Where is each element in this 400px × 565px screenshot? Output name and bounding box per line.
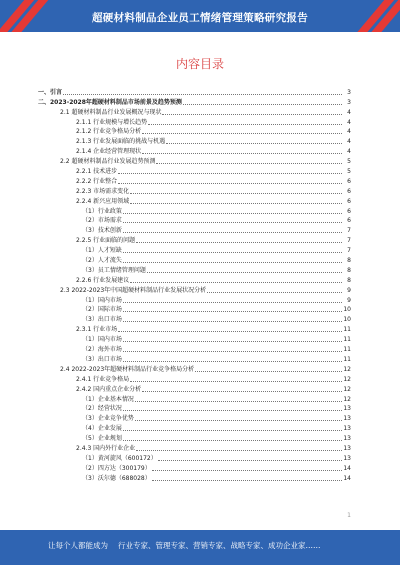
toc-entry[interactable] <box>38 304 351 314</box>
toc-entry-label: 2.1.3 行业发展面临的挑战与机遇 <box>76 138 166 146</box>
toc-entry-label: （2）四方达（300179） <box>82 464 151 472</box>
toc-leader-dots <box>152 480 342 481</box>
toc-entry[interactable] <box>38 185 351 195</box>
toc-leader-dots <box>183 104 342 105</box>
toc-entry-label: （2）人才流失 <box>82 257 122 265</box>
toc-entry-page: 11 <box>343 326 351 334</box>
toc-entry-label: （2）市场需求 <box>82 217 122 225</box>
toc-leader-dots <box>136 242 342 243</box>
toc-entry-label: 2.3 2022-2023年中国超硬材料制品行业发展状况分析 <box>60 286 207 294</box>
toc-leader-dots <box>118 173 342 174</box>
toc-entry-label: （2）海外市场 <box>82 346 122 354</box>
toc-entry[interactable] <box>38 343 351 353</box>
toc-entry-page: 8 <box>347 257 351 265</box>
table-of-contents <box>38 86 351 482</box>
toc-leader-dots <box>118 331 342 332</box>
toc-leader-dots <box>123 311 342 312</box>
toc-entry[interactable] <box>38 145 351 155</box>
toc-entry-label: 二、2023-2028年超硬材料制品市场前景及趋势预测 <box>38 98 182 106</box>
toc-entry-label: （1）行业政策 <box>82 207 122 215</box>
toc-leader-dots <box>63 94 342 95</box>
toc-entry-page: 11 <box>343 346 351 354</box>
toc-leader-dots <box>123 341 342 342</box>
toc-entry-label: 2.2.5 行业面临的问题 <box>76 237 136 245</box>
toc-entry-label: （5）企业规划 <box>82 435 122 443</box>
toc-leader-dots <box>142 391 342 392</box>
toc-leader-dots <box>130 193 342 194</box>
toc-entry[interactable] <box>38 116 351 126</box>
toc-leader-dots <box>148 124 342 125</box>
toc-entry-page: 9 <box>347 286 351 294</box>
toc-entry-page: 11 <box>343 336 351 344</box>
toc-entry-page: 7 <box>347 237 351 245</box>
toc-entry[interactable] <box>38 165 351 175</box>
toc-entry-page: 11 <box>343 355 351 363</box>
toc-entry-page: 13 <box>343 454 351 462</box>
toc-leader-dots <box>123 440 342 441</box>
toc-leader-dots <box>118 183 342 184</box>
toc-leader-dots <box>152 470 342 471</box>
toc-leader-dots <box>123 410 342 411</box>
toc-entry[interactable] <box>38 274 351 284</box>
toc-entry[interactable] <box>38 323 351 333</box>
toc-leader-dots <box>123 252 342 253</box>
footer-tags: 行业专家、管理专家、营销专家、战略专家、成功企业家…… <box>118 541 321 550</box>
toc-entry-page: 12 <box>343 385 351 393</box>
toc-entry-label: 一、引言 <box>38 88 63 96</box>
toc-entry-label: （3）员工情绪管理问题 <box>82 266 146 274</box>
toc-entry[interactable] <box>38 442 351 452</box>
toc-title: 内容目录 <box>175 57 224 71</box>
toc-entry[interactable] <box>38 135 351 145</box>
toc-entry-page: 10 <box>343 316 351 324</box>
toc-leader-dots <box>123 302 342 303</box>
toc-entry[interactable] <box>38 254 351 264</box>
toc-entry-label: 2.2 超硬材料制品行业发展趋势预测 <box>60 158 156 166</box>
toc-entry-label: 2.3.1 行业市场 <box>76 326 118 334</box>
toc-entry-label: （3）出口市场 <box>82 355 122 363</box>
toc-entry-label: 2.4.2 国内重点企业分析 <box>76 385 142 393</box>
toc-leader-dots <box>123 222 342 223</box>
toc-entry[interactable] <box>38 393 351 403</box>
toc-leader-dots <box>142 153 342 154</box>
toc-entry-page: 12 <box>343 365 351 373</box>
toc-leader-dots <box>156 163 342 164</box>
toc-entry-label: 2.2.2 行业整合 <box>76 177 118 185</box>
toc-entry[interactable] <box>38 412 351 422</box>
toc-entry-page: 7 <box>347 227 351 235</box>
toc-entry[interactable] <box>38 462 351 472</box>
toc-entry-page: 13 <box>343 425 351 433</box>
toc-entry-label: 2.1.4 企业经营管理现状 <box>76 148 142 156</box>
toc-entry[interactable] <box>38 383 351 393</box>
toc-entry[interactable] <box>38 432 351 442</box>
toc-entry-page: 4 <box>347 148 351 156</box>
toc-entry[interactable] <box>38 264 351 274</box>
toc-entry-page: 14 <box>343 474 351 482</box>
toc-entry-page: 13 <box>343 444 351 452</box>
toc-entry-page: 12 <box>343 375 351 383</box>
toc-entry-label: 2.2.3 市场需求变化 <box>76 187 130 195</box>
toc-entry[interactable] <box>38 86 351 96</box>
toc-leader-dots <box>123 430 342 431</box>
page-number: 1 <box>347 512 351 519</box>
report-title: 超硬材料制品企业员工情绪管理策略研究报告 <box>92 12 308 24</box>
toc-entry-page: 8 <box>347 276 351 284</box>
toc-entry-page: 3 <box>347 88 351 96</box>
toc-entry[interactable] <box>38 363 351 373</box>
toc-leader-dots <box>123 351 342 352</box>
toc-entry-page: 6 <box>347 187 351 195</box>
toc-entry[interactable] <box>38 403 351 413</box>
toc-entry-page: 7 <box>347 247 351 255</box>
toc-entry[interactable] <box>38 284 351 294</box>
toc-entry[interactable] <box>38 96 351 106</box>
toc-leader-dots <box>147 272 342 273</box>
toc-entry-label: （4）企业发展 <box>82 425 122 433</box>
toc-entry-label: （3）沃尔德（688028） <box>82 474 151 482</box>
toc-entry-page: 5 <box>347 158 351 166</box>
toc-entry-page: 10 <box>343 306 351 314</box>
toc-entry-page: 6 <box>347 177 351 185</box>
toc-entry-page: 14 <box>343 464 351 472</box>
toc-entry-page: 13 <box>343 415 351 423</box>
toc-entry[interactable] <box>38 234 351 244</box>
toc-entry-page: 6 <box>347 207 351 215</box>
toc-entry-label: 2.2.1 技术进步 <box>76 168 118 176</box>
toc-entry[interactable] <box>38 244 351 254</box>
toc-leader-dots <box>166 143 342 144</box>
toc-entry-label: （3）技术创新 <box>82 227 122 235</box>
toc-entry[interactable] <box>38 452 351 462</box>
toc-leader-dots <box>135 401 342 402</box>
toc-entry-label: （1）国内市场 <box>82 296 122 304</box>
toc-leader-dots <box>207 292 342 293</box>
toc-leader-dots <box>136 450 342 451</box>
toc-leader-dots <box>123 213 342 214</box>
toc-entry[interactable] <box>38 106 351 116</box>
toc-entry-page: 3 <box>347 98 351 106</box>
toc-leader-dots <box>130 282 342 283</box>
toc-leader-dots <box>162 114 342 115</box>
toc-entry[interactable] <box>38 195 351 205</box>
toc-leader-dots <box>130 381 342 382</box>
toc-entry-label: （1）国内市场 <box>82 336 122 344</box>
toc-entry-page: 13 <box>343 405 351 413</box>
toc-entry-label: 2.2.4 新兴应用领域 <box>76 197 130 205</box>
toc-entry[interactable] <box>38 205 351 215</box>
toc-entry-label: （1）黄河旋风（600172） <box>82 454 157 462</box>
toc-entry-page: 6 <box>347 217 351 225</box>
toc-entry-page: 13 <box>343 435 351 443</box>
toc-entry[interactable] <box>38 333 351 343</box>
toc-entry-label: 2.1.1 行业规模与增长趋势 <box>76 118 148 126</box>
toc-entry-page: 6 <box>347 197 351 205</box>
toc-leader-dots <box>123 262 342 263</box>
toc-entry-page: 4 <box>347 108 351 116</box>
toc-entry[interactable] <box>38 373 351 383</box>
toc-entry[interactable] <box>38 175 351 185</box>
toc-entry-label: （2）国际市场 <box>82 306 122 314</box>
toc-entry-page: 12 <box>343 395 351 403</box>
toc-entry-page: 4 <box>347 118 351 126</box>
toc-entry-label: 2.1.2 行业竞争格局分析 <box>76 128 142 136</box>
toc-leader-dots <box>123 361 342 362</box>
toc-entry[interactable] <box>38 155 351 165</box>
toc-entry-label: （3）出口市场 <box>82 316 122 324</box>
toc-entry-label: 2.1 超硬材料制品行业发展概况与现状 <box>60 108 162 116</box>
toc-leader-dots <box>135 420 342 421</box>
toc-entry-page: 4 <box>347 138 351 146</box>
toc-entry-page: 5 <box>347 168 351 176</box>
toc-entry[interactable] <box>38 215 351 225</box>
toc-entry-label: 2.4 2022-2023年超硬材料制品行业竞争格局分析 <box>60 365 195 373</box>
toc-leader-dots <box>123 232 342 233</box>
toc-entry-label: （1）企业基本情况 <box>82 395 134 403</box>
toc-entry-label: 2.2.6 行业发展建议 <box>76 276 130 284</box>
toc-leader-dots <box>158 460 342 461</box>
toc-leader-dots <box>195 371 342 372</box>
toc-leader-dots <box>130 203 342 204</box>
toc-entry[interactable] <box>38 313 351 323</box>
toc-entry-label: （2）经营状况 <box>82 405 122 413</box>
toc-entry[interactable] <box>38 422 351 432</box>
toc-entry[interactable] <box>38 472 351 482</box>
toc-entry-label: 2.4.3 国内外行业企业 <box>76 444 136 452</box>
toc-entry-page: 9 <box>347 296 351 304</box>
toc-entry[interactable] <box>38 224 351 234</box>
toc-entry-label: （1）人才短缺 <box>82 247 122 255</box>
toc-entry-label: 2.4.1 行业竞争格局 <box>76 375 130 383</box>
toc-entry-page: 8 <box>347 266 351 274</box>
toc-entry[interactable] <box>38 353 351 363</box>
footer-slogan: 让每个人都能成为 <box>48 541 108 550</box>
toc-leader-dots <box>123 321 342 322</box>
toc-entry-label: （3）企业竞争优势 <box>82 415 134 423</box>
toc-leader-dots <box>142 133 342 134</box>
toc-entry[interactable] <box>38 294 351 304</box>
toc-entry-page: 4 <box>347 128 351 136</box>
toc-entry[interactable] <box>38 126 351 136</box>
